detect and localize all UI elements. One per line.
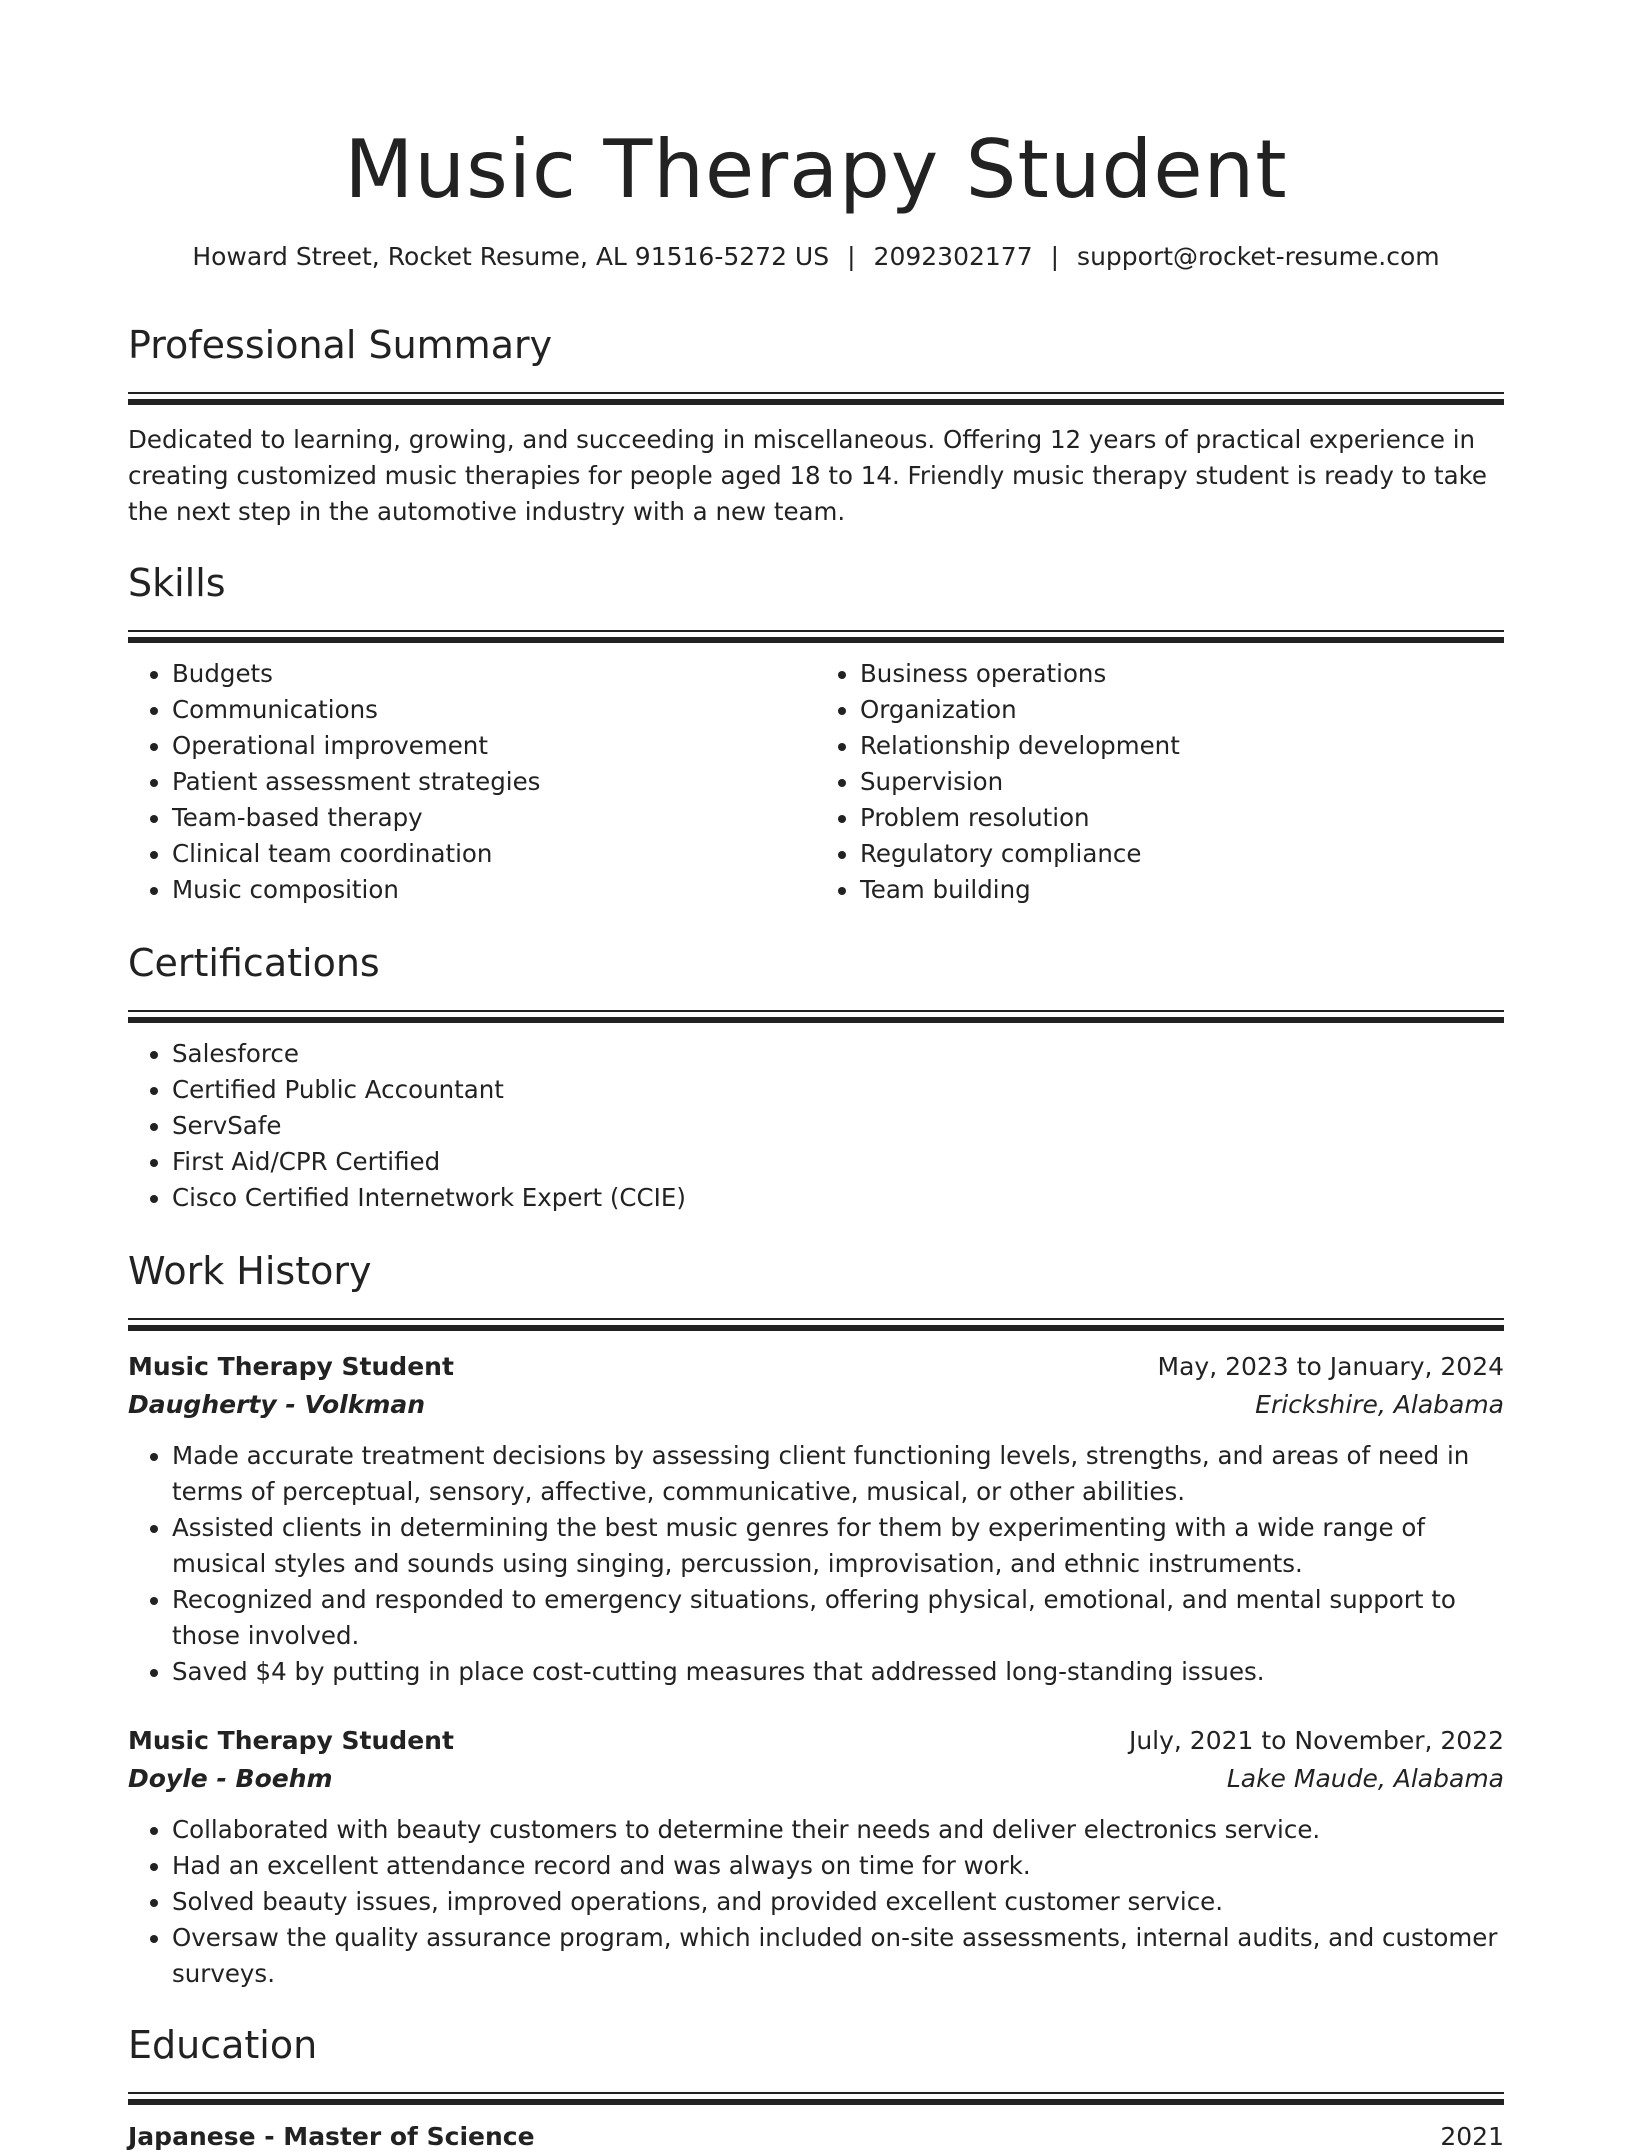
job-entry: [128, 1722, 1504, 1992]
job-bullet: • Collaborated with beauty customers to determine their needs and deliver electronics service.: [172, 1812, 1504, 1848]
summary-text: Dedicated to learning, growing, and succeeding in miscellaneous. Offering 12 years of practical experience in creating customized music therapies for people aged 18 to 14. Friendly music therapy student is ready to take the next step in the automotive industry with a new team.: [128, 425, 1488, 526]
education-section: [128, 2020, 1504, 2156]
education-year: 2021: [1440, 2122, 1504, 2151]
skill-item: • Business operations: [860, 656, 1504, 692]
skill-item: • Team-based therapy: [172, 800, 816, 836]
section-divider: [128, 2092, 1504, 2104]
certifications-section: [128, 938, 1504, 1216]
job-bullet: • Assisted clients in determining the best music genres for them by experimenting with a wide range of musical styles and sounds using singing, percussion, improvisation, and ethnic instruments.: [172, 1510, 1504, 1582]
job-company: Daugherty - Volkman: [128, 1390, 426, 1419]
job-bullet: • Had an excellent attendance record and was always on time for work.: [172, 1848, 1504, 1884]
skill-item: • Team building: [860, 872, 1504, 908]
section-divider: [128, 1010, 1504, 1022]
job-title: Music Therapy Student: [128, 1352, 454, 1381]
job-title: Music Therapy Student: [128, 1726, 454, 1755]
certification-item: • First Aid/CPR Certified: [172, 1144, 1504, 1180]
skills-list-right: [816, 656, 1504, 908]
section-divider: [128, 630, 1504, 642]
skills-grid: [128, 656, 1504, 908]
skill-item: • Supervision: [860, 764, 1504, 800]
skill-item: • Regulatory compliance: [860, 836, 1504, 872]
section-title-skills: Skills: [128, 561, 226, 605]
certifications-list: [128, 1036, 1504, 1216]
skill-item: • Communications: [172, 692, 816, 728]
job-bullet: • Made accurate treatment decisions by assessing client functioning levels, strengths, and areas of need in terms of perceptual, sensory, affective, communicative, musical, or other abilities.: [172, 1438, 1504, 1510]
job-header: [128, 1348, 1504, 1386]
section-divider: [128, 392, 1504, 404]
skill-item: • Music composition: [172, 872, 816, 908]
skills-list-left: [128, 656, 816, 908]
job-bullets: [128, 1812, 1504, 1992]
certification-item: • Certified Public Accountant: [172, 1072, 1504, 1108]
contact-address: Howard Street, Rocket Resume, AL 91516-5272 US: [192, 242, 830, 271]
skill-item: • Organization: [860, 692, 1504, 728]
skills-section: [128, 558, 1504, 908]
certification-item: • ServSafe: [172, 1108, 1504, 1144]
section-title-work-history: Work History: [128, 1249, 372, 1293]
job-subheader: [128, 1386, 1504, 1424]
job-dates: July, 2021 to November, 2022: [1128, 1726, 1504, 1755]
section-divider: [128, 1318, 1504, 1330]
job-location: Erickshire, Alabama: [1255, 1390, 1504, 1419]
certification-item: • Salesforce: [172, 1036, 1504, 1072]
job-bullet: • Saved $4 by putting in place cost-cutting measures that addressed long-standing issues.: [172, 1654, 1504, 1690]
job-subheader: [128, 1760, 1504, 1798]
job-location: Lake Maude, Alabama: [1226, 1764, 1504, 1793]
job-dates: May, 2023 to January, 2024: [1157, 1352, 1504, 1381]
job-header: [128, 1722, 1504, 1760]
skill-item: • Budgets: [172, 656, 816, 692]
skill-item: • Patient assessment strategies: [172, 764, 816, 800]
contact-line: [128, 240, 1504, 274]
section-title-education: Education: [128, 2023, 318, 2067]
job-entry: [128, 1348, 1504, 1690]
resume-name: Music Therapy Student: [344, 123, 1288, 216]
work-history-section: [128, 1246, 1504, 1992]
certification-item: • Cisco Certified Internetwork Expert (CCIE): [172, 1180, 1504, 1216]
job-bullet: • Oversaw the quality assurance program, which included on-site assessments, internal audits, and customer surveys.: [172, 1920, 1504, 1992]
job-bullet: • Solved beauty issues, improved operations, and provided excellent customer service.: [172, 1884, 1504, 1920]
skill-item: • Clinical team coordination: [172, 836, 816, 872]
job-company: Doyle - Boehm: [128, 1764, 333, 1793]
skill-item: • Relationship development: [860, 728, 1504, 764]
section-title-certifications: Certifications: [128, 941, 380, 985]
section-title-summary: Professional Summary: [128, 323, 553, 367]
contact-separator: |: [847, 242, 856, 271]
contact-email: support@rocket-resume.com: [1077, 242, 1440, 271]
summary-section: [128, 320, 1504, 530]
contact-separator: |: [1050, 242, 1060, 271]
job-bullet: • Recognized and responded to emergency situations, offering physical, emotional, and mental support to those involved.: [172, 1582, 1504, 1654]
skill-item: • Problem resolution: [860, 800, 1504, 836]
skill-item: • Operational improvement: [172, 728, 816, 764]
education-entry: [128, 2118, 1504, 2156]
education-degree: Japanese - Master of Science: [128, 2122, 535, 2151]
contact-phone: 2092302177: [873, 242, 1033, 271]
job-bullets: [128, 1438, 1504, 1690]
